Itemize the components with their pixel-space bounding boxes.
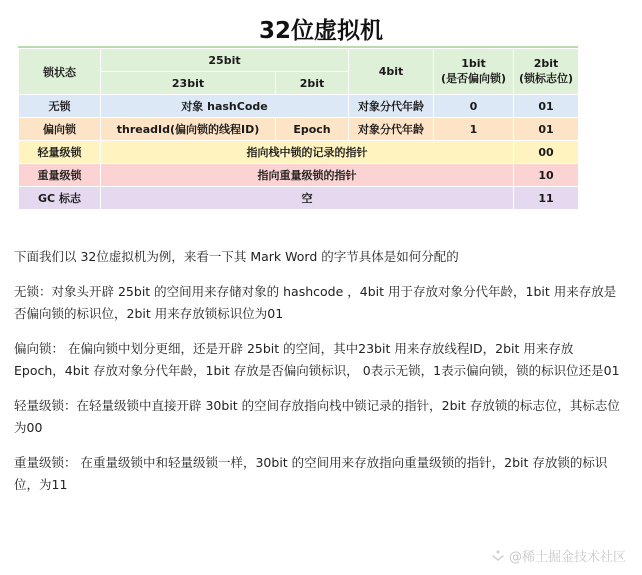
- table-row-biased: [19, 118, 579, 141]
- cell-state: 偏向锁: [19, 118, 101, 141]
- juejin-logo-icon: [491, 549, 505, 563]
- paragraph-nolock: 无锁：对象头开辟 25bit 的空间用来存储对象的 hashcode ，4bit 用于存放对象分代年龄，1bit 用来存放是否偏向锁的标识位，2bit 用来存放锁标识位为01: [14, 284, 617, 321]
- cell-state: GC 标志: [19, 187, 101, 210]
- cell-content: 指向重量级锁的指针: [101, 164, 514, 187]
- paragraph-biased: 偏向锁： 在偏向锁中划分更细，还是开辟 25bit 的空间，其中23bit 用来存放线程ID，2bit 用来存放 Epoch，4bit 存放对象分代年龄，1bit 存放是否偏向锁标识， 0表示无锁，1表示偏向锁，锁的标识位还是01: [14, 341, 620, 378]
- cell-biased: 0: [434, 95, 514, 118]
- header-1bit-label: 1bit: [461, 57, 486, 70]
- mark-word-table: [18, 48, 579, 210]
- header-25bit: 25bit: [101, 49, 349, 72]
- article-body: [14, 246, 624, 509]
- cell-state: 轻量级锁: [19, 141, 101, 164]
- watermark-text: @稀土掘金技术社区: [508, 550, 626, 565]
- header-1bit-desc: (是否偏向锁): [440, 72, 507, 85]
- paragraph-lightweight: 轻量级锁：在轻量级锁中直接开辟 30bit 的空间存放指向栈中锁记录的指针，2bit 存放锁的标志位，其标志位为00: [14, 398, 620, 435]
- header-2bit-flag: [514, 49, 579, 95]
- table-title: 32位虚拟机: [258, 18, 383, 44]
- header-2bit-epoch: 2bit: [276, 72, 349, 95]
- cell-age: 对象分代年龄: [349, 118, 434, 141]
- cell-flag: 10: [514, 164, 579, 187]
- header-lock-state: 锁状态: [19, 49, 101, 95]
- cell-flag: 01: [514, 95, 579, 118]
- cell-biased: 1: [434, 118, 514, 141]
- table-row-gc: [19, 187, 579, 210]
- cell-epoch: Epoch: [276, 118, 349, 141]
- cell-state: 重量级锁: [19, 164, 101, 187]
- cell-hashcode: 对象 hashCode: [101, 95, 349, 118]
- header-23bit: 23bit: [101, 72, 276, 95]
- cell-age: 对象分代年龄: [349, 95, 434, 118]
- table-row-heavyweight: [19, 164, 579, 187]
- header-row-1: [19, 49, 579, 72]
- cell-state: 无锁: [19, 95, 101, 118]
- table-row-nolock: [19, 95, 579, 118]
- cell-flag: 11: [514, 187, 579, 210]
- header-1bit: [434, 49, 514, 95]
- cell-content: 指向栈中锁的记录的指针: [101, 141, 514, 164]
- cell-flag: 01: [514, 118, 579, 141]
- watermark: [491, 546, 626, 565]
- table-row-lightweight: [19, 141, 579, 164]
- header-4bit: 4bit: [349, 49, 434, 95]
- cell-content: 空: [101, 187, 514, 210]
- paragraph-heavyweight: 重量级锁： 在重量级锁中和轻量级锁一样，30bit 的空间用来存放指向重量级锁的指针，2bit 存放锁的标识位，为11: [14, 455, 608, 492]
- paragraph-intro: 下面我们以 32位虚拟机为例，来看一下其 Mark Word 的字节具体是如何分配的: [14, 249, 459, 264]
- cell-threadid: threadId(偏向锁的线程ID): [101, 118, 276, 141]
- header-2bit-desc: (锁标志位): [518, 72, 574, 85]
- header-2bit-label: 2bit: [533, 57, 559, 70]
- cell-flag: 00: [514, 141, 579, 164]
